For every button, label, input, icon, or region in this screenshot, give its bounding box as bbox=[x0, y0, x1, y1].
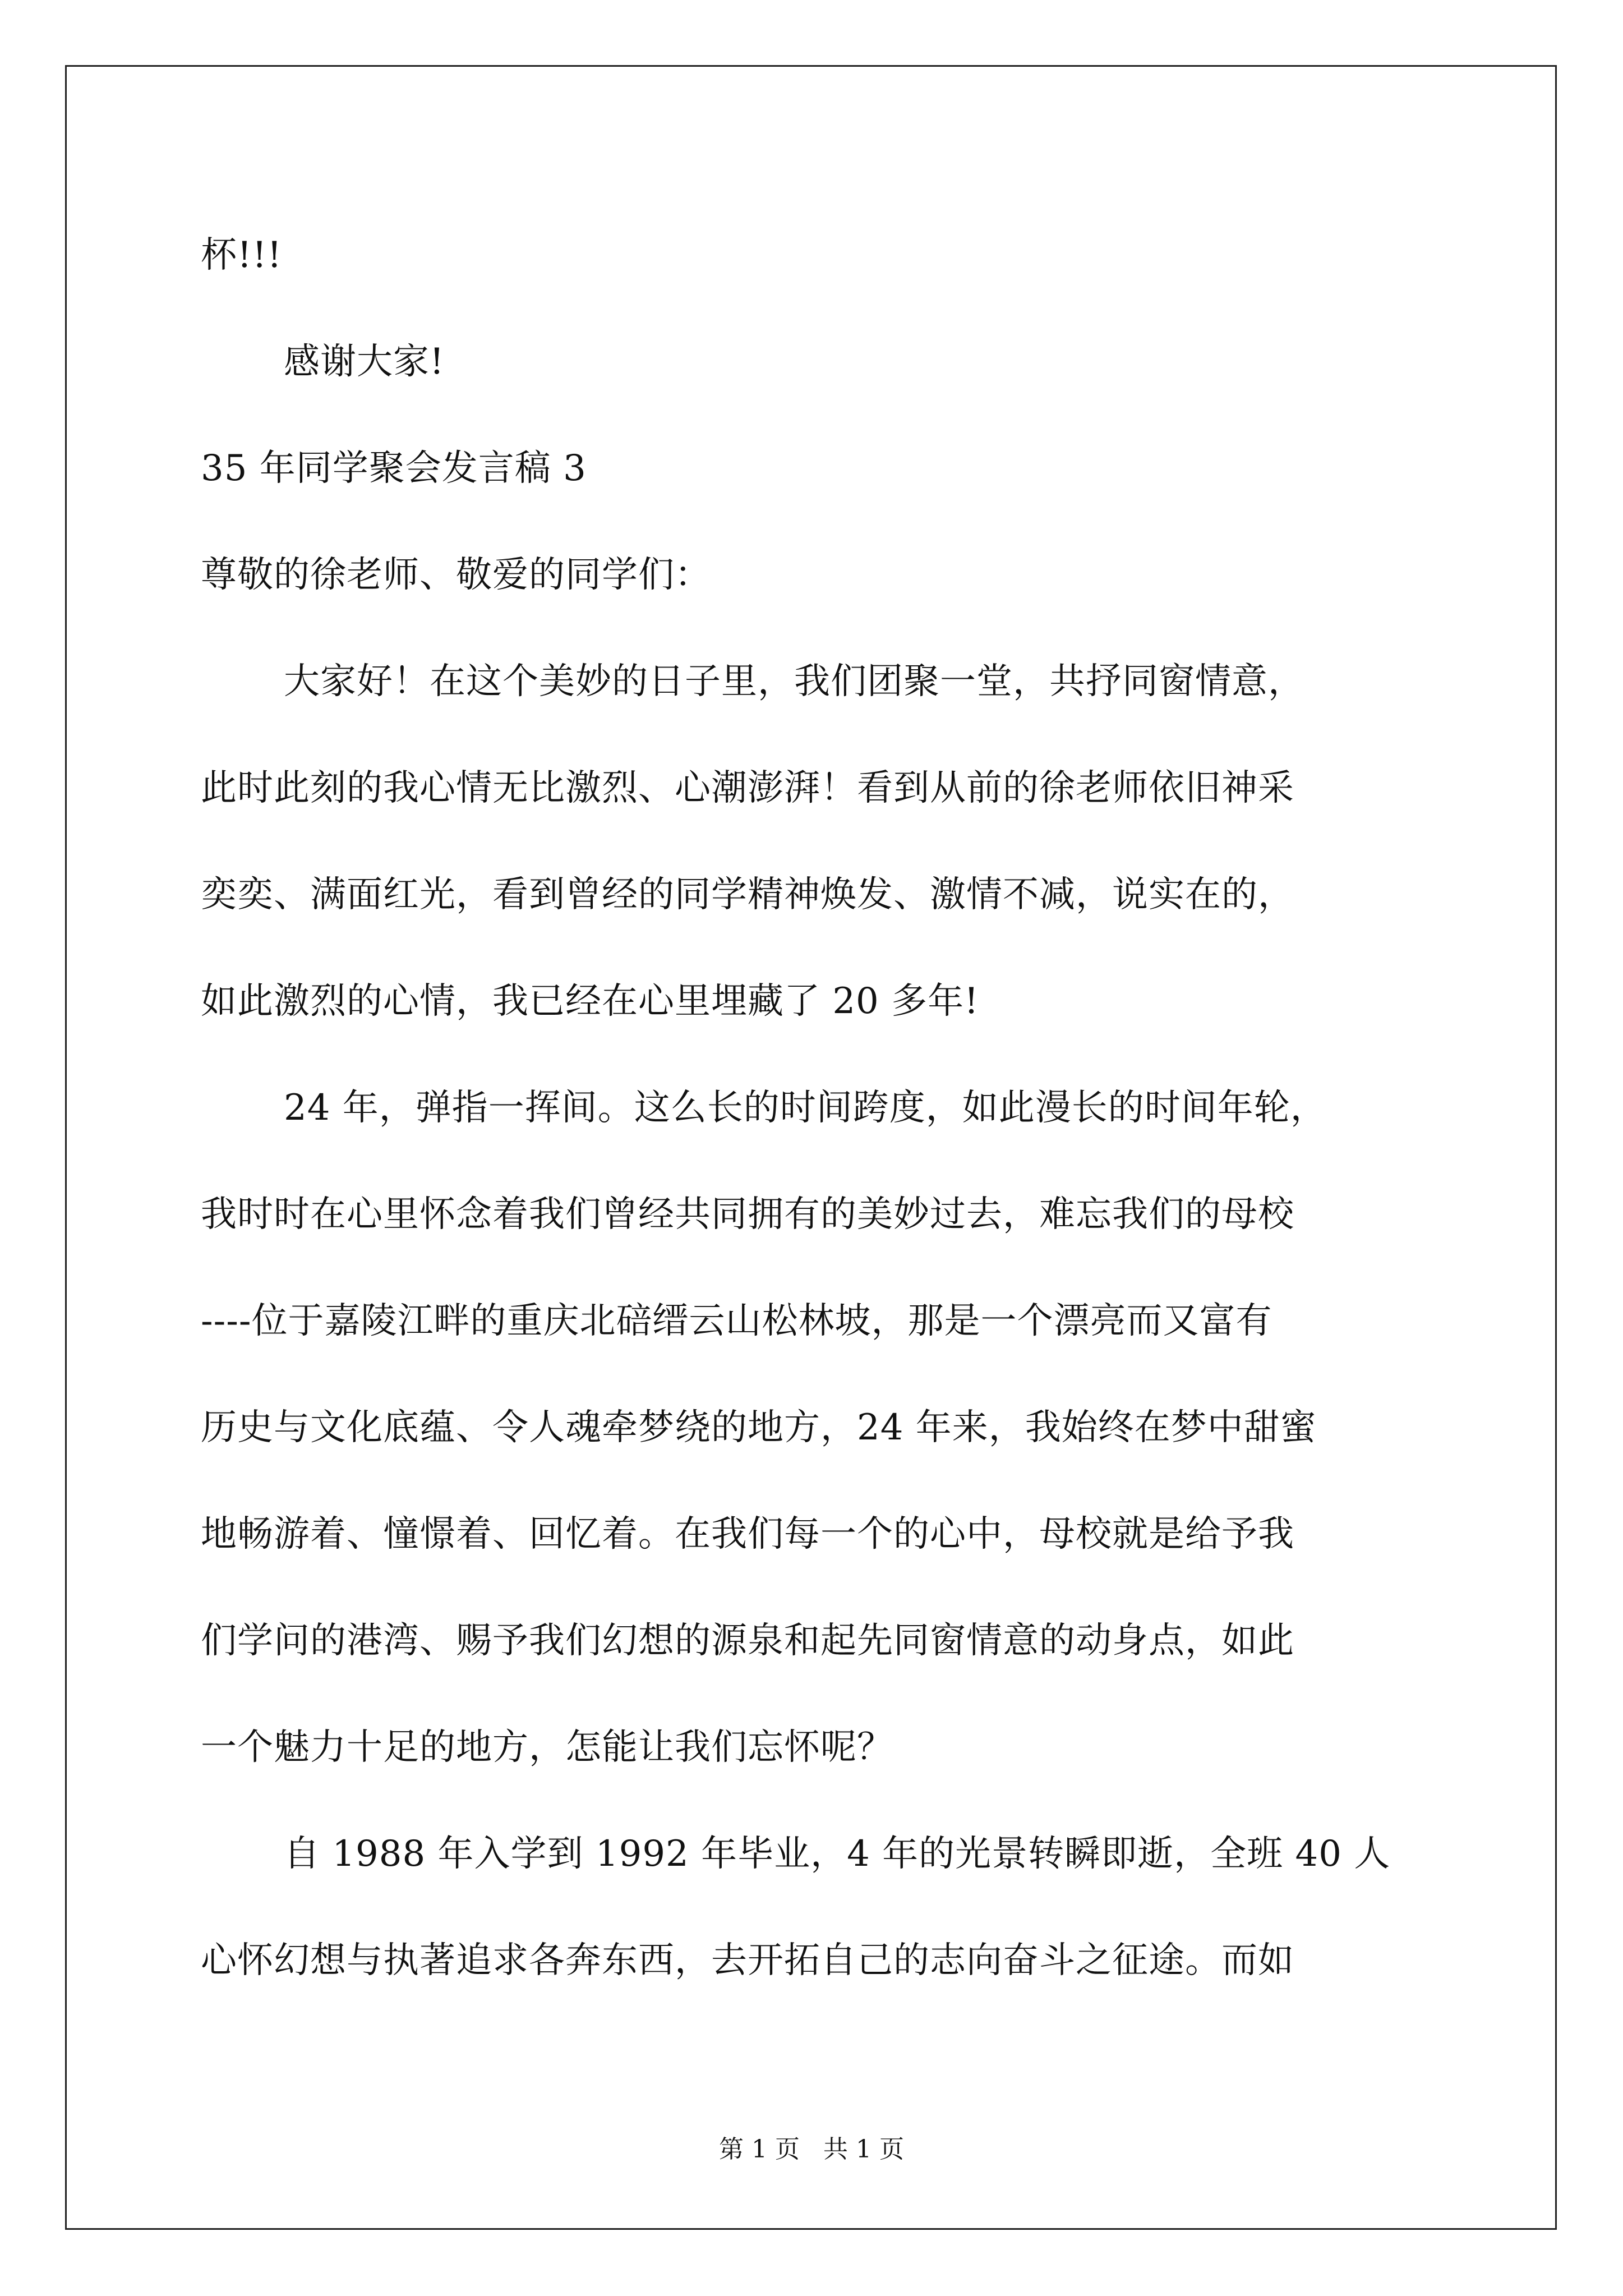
text-line: 杯!!! bbox=[201, 234, 283, 276]
text-line: 们学问的港湾、赐予我们幻想的源泉和起先同窗情意的动身点，如此 bbox=[201, 1620, 1294, 1662]
text-line: 我时时在心里怀念着我们曾经共同拥有的美妙过去，难忘我们的母校 bbox=[201, 1194, 1294, 1235]
page-footer: 第 1 页 共 1 页 bbox=[719, 2135, 904, 2164]
text-line: 奕奕、满面红光，看到曾经的同学精神焕发、激情不减，说实在的， bbox=[201, 874, 1294, 915]
text-line: ----位于嘉陵江畔的重庆北碚缙云山松林坡，那是一个漂亮而又富有 bbox=[201, 1300, 1272, 1342]
text-line: 一个魅力十足的地方，怎能让我们忘怀呢？ bbox=[201, 1727, 893, 1768]
document-body bbox=[201, 202, 1429, 2014]
text-line: 地畅游着、憧憬着、回忆着。在我们每一个的心中，母校就是给予我 bbox=[201, 1513, 1294, 1555]
salutation: 尊敬的徐老师、敬爱的同学们： bbox=[201, 554, 711, 596]
section-heading: 35 年同学聚会发言稿 3 bbox=[201, 448, 587, 489]
text-line: 心怀幻想与执著追求各奔东西，去开拓自己的志向奋斗之征途。而如 bbox=[201, 1940, 1294, 1981]
text-line: 历史与文化底蕴、令人魂牵梦绕的地方，24 年来，我始终在梦中甜蜜 bbox=[201, 1407, 1317, 1448]
text-line: 自 1988 年入学到 1992 年毕业，4 年的光景转瞬即逝，全班 40 人 bbox=[284, 1833, 1391, 1875]
text-line: 如此激烈的心情，我已经在心里埋藏了 20 多年! bbox=[201, 981, 979, 1022]
text-line: 大家好！在这个美妙的日子里，我们团聚一堂，共抒同窗情意， bbox=[284, 661, 1304, 702]
text-line: 此时此刻的我心情无比激烈、心潮澎湃！看到从前的徐老师依旧神采 bbox=[201, 767, 1294, 809]
text-line: 24 年，弹指一挥间。这么长的时间跨度，如此漫长的时间年轮， bbox=[284, 1087, 1327, 1129]
text-line: 感谢大家! bbox=[284, 341, 445, 383]
